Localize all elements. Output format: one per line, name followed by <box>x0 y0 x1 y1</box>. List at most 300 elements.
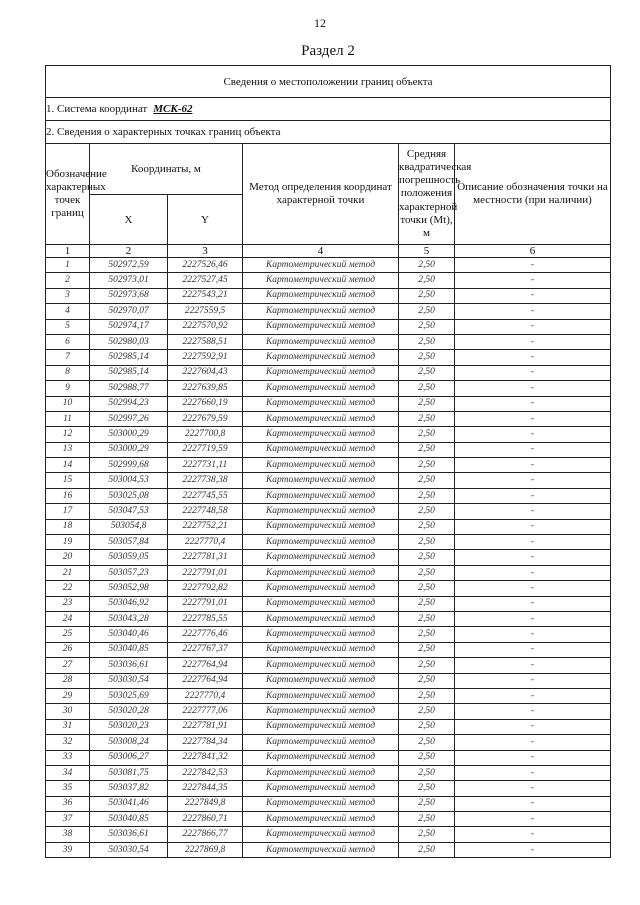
method-cell: Картометрический метод <box>243 673 399 688</box>
point-number-cell: 35 <box>46 781 90 796</box>
table-row <box>46 519 611 534</box>
method-cell: Картометрический метод <box>243 458 399 473</box>
y-coordinate-cell: 2227791,01 <box>168 596 243 611</box>
point-number-cell: 31 <box>46 719 90 734</box>
y-coordinate-cell: 2227679,59 <box>168 411 243 426</box>
point-number-cell: 22 <box>46 581 90 596</box>
point-number-cell: 15 <box>46 473 90 488</box>
method-cell: Картометрический метод <box>243 627 399 642</box>
point-number-cell: 28 <box>46 673 90 688</box>
table-row <box>46 458 611 473</box>
x-coordinate-cell: 502973,68 <box>90 288 168 303</box>
description-cell: - <box>455 596 611 611</box>
coordinate-system-value: МСК-62 <box>153 103 193 115</box>
y-coordinate-cell: 2227866,77 <box>168 827 243 842</box>
table-title: Сведения о местоположении границ объекта <box>46 66 611 98</box>
y-coordinate-cell: 2227764,94 <box>168 673 243 688</box>
y-coordinate-cell: 2227639,85 <box>168 381 243 396</box>
y-coordinate-cell: 2227570,92 <box>168 319 243 334</box>
table-row <box>46 550 611 565</box>
description-cell: - <box>455 473 611 488</box>
y-coordinate-cell: 2227764,94 <box>168 658 243 673</box>
accuracy-cell: 2,50 <box>399 519 455 534</box>
accuracy-cell: 2,50 <box>399 427 455 442</box>
method-cell: Картометрический метод <box>243 750 399 765</box>
y-coordinate-cell: 2227781,31 <box>168 550 243 565</box>
x-coordinate-cell: 502972,59 <box>90 258 168 273</box>
description-cell: - <box>455 658 611 673</box>
y-coordinate-cell: 2227767,37 <box>168 642 243 657</box>
x-coordinate-cell: 502985,14 <box>90 350 168 365</box>
table-row <box>46 427 611 442</box>
accuracy-cell: 2,50 <box>399 781 455 796</box>
point-number-cell: 11 <box>46 411 90 426</box>
x-coordinate-cell: 503052,98 <box>90 581 168 596</box>
description-cell: - <box>455 827 611 842</box>
description-cell: - <box>455 812 611 827</box>
y-coordinate-cell: 2227791,01 <box>168 565 243 580</box>
section-title: Раздел 2 <box>301 43 355 59</box>
point-number-cell: 30 <box>46 704 90 719</box>
page-number: 12 <box>314 16 326 30</box>
accuracy-cell: 2,50 <box>399 550 455 565</box>
description-cell: - <box>455 704 611 719</box>
x-coordinate-cell: 502980,03 <box>90 334 168 349</box>
accuracy-cell: 2,50 <box>399 396 455 411</box>
table-row <box>46 473 611 488</box>
method-cell: Картометрический метод <box>243 365 399 380</box>
x-coordinate-cell: 503025,08 <box>90 488 168 503</box>
description-cell: - <box>455 796 611 811</box>
accuracy-cell: 2,50 <box>399 442 455 457</box>
table-row <box>46 350 611 365</box>
x-coordinate-cell: 503040,46 <box>90 627 168 642</box>
x-coordinate-cell: 502999,68 <box>90 458 168 473</box>
method-cell: Картометрический метод <box>243 765 399 780</box>
x-coordinate-cell: 503059,05 <box>90 550 168 565</box>
y-coordinate-cell: 2227869,8 <box>168 842 243 857</box>
description-cell: - <box>455 350 611 365</box>
table-row <box>46 735 611 750</box>
point-number-cell: 14 <box>46 458 90 473</box>
y-coordinate-cell: 2227604,43 <box>168 365 243 380</box>
header-method: Метод определения координат характерной точки <box>243 144 399 245</box>
coordinate-system-cell <box>46 98 611 121</box>
x-coordinate-cell: 503025,69 <box>90 688 168 703</box>
point-number-cell: 2 <box>46 273 90 288</box>
point-number-cell: 29 <box>46 688 90 703</box>
method-cell: Картометрический метод <box>243 596 399 611</box>
y-coordinate-cell: 2227700,8 <box>168 427 243 442</box>
description-cell: - <box>455 719 611 734</box>
description-cell: - <box>455 334 611 349</box>
method-cell: Картометрический метод <box>243 504 399 519</box>
x-coordinate-cell: 503008,24 <box>90 735 168 750</box>
accuracy-cell: 2,50 <box>399 488 455 503</box>
method-cell: Картометрический метод <box>243 273 399 288</box>
table-row <box>46 381 611 396</box>
table-row <box>46 750 611 765</box>
point-number-cell: 13 <box>46 442 90 457</box>
table-row <box>46 442 611 457</box>
y-coordinate-cell: 2227781,91 <box>168 719 243 734</box>
accuracy-cell: 2,50 <box>399 765 455 780</box>
x-coordinate-cell: 503030,54 <box>90 673 168 688</box>
table-title-row <box>46 66 611 98</box>
point-number-cell: 34 <box>46 765 90 780</box>
x-coordinate-cell: 502974,17 <box>90 319 168 334</box>
y-coordinate-cell: 2227792,82 <box>168 581 243 596</box>
method-cell: Картометрический метод <box>243 719 399 734</box>
accuracy-cell: 2,50 <box>399 365 455 380</box>
column-number: 1 <box>46 245 90 258</box>
x-coordinate-cell: 503036,61 <box>90 658 168 673</box>
table-row <box>46 565 611 580</box>
accuracy-cell: 2,50 <box>399 304 455 319</box>
x-coordinate-cell: 502970,07 <box>90 304 168 319</box>
method-cell: Картометрический метод <box>243 642 399 657</box>
description-cell: - <box>455 365 611 380</box>
table-row <box>46 627 611 642</box>
method-cell: Картометрический метод <box>243 488 399 503</box>
x-coordinate-cell: 502985,14 <box>90 365 168 380</box>
table-row <box>46 812 611 827</box>
point-number-cell: 12 <box>46 427 90 442</box>
description-cell: - <box>455 488 611 503</box>
table-row <box>46 535 611 550</box>
x-coordinate-cell: 503036,61 <box>90 827 168 842</box>
accuracy-cell: 2,50 <box>399 319 455 334</box>
y-coordinate-cell: 2227559,5 <box>168 304 243 319</box>
description-cell: - <box>455 304 611 319</box>
method-cell: Картометрический метод <box>243 827 399 842</box>
x-coordinate-cell: 503057,23 <box>90 565 168 580</box>
point-number-cell: 9 <box>46 381 90 396</box>
y-coordinate-cell: 2227785,55 <box>168 611 243 626</box>
y-coordinate-cell: 2227527,45 <box>168 273 243 288</box>
y-coordinate-cell: 2227660,19 <box>168 396 243 411</box>
point-number-cell: 39 <box>46 842 90 857</box>
accuracy-cell: 2,50 <box>399 581 455 596</box>
accuracy-cell: 2,50 <box>399 688 455 703</box>
description-cell: - <box>455 442 611 457</box>
description-cell: - <box>455 688 611 703</box>
table-row <box>46 719 611 734</box>
accuracy-cell: 2,50 <box>399 642 455 657</box>
table-row <box>46 642 611 657</box>
y-coordinate-cell: 2227719,59 <box>168 442 243 457</box>
table-row <box>46 704 611 719</box>
y-coordinate-cell: 2227526,46 <box>168 258 243 273</box>
y-coordinate-cell: 2227849,8 <box>168 796 243 811</box>
y-coordinate-cell: 2227770,4 <box>168 688 243 703</box>
x-coordinate-cell: 503030,54 <box>90 842 168 857</box>
point-number-cell: 10 <box>46 396 90 411</box>
method-cell: Картометрический метод <box>243 411 399 426</box>
table-row <box>46 673 611 688</box>
header-x: X <box>90 195 168 245</box>
description-cell: - <box>455 504 611 519</box>
x-coordinate-cell: 503057,84 <box>90 535 168 550</box>
description-cell: - <box>455 319 611 334</box>
x-coordinate-cell: 503020,23 <box>90 719 168 734</box>
y-coordinate-cell: 2227748,58 <box>168 504 243 519</box>
point-number-cell: 38 <box>46 827 90 842</box>
method-cell: Картометрический метод <box>243 427 399 442</box>
table-row <box>46 504 611 519</box>
accuracy-cell: 2,50 <box>399 842 455 857</box>
method-cell: Картометрический метод <box>243 812 399 827</box>
method-cell: Картометрический метод <box>243 704 399 719</box>
y-coordinate-cell: 2227588,51 <box>168 334 243 349</box>
column-number: 5 <box>399 245 455 258</box>
x-coordinate-cell: 503040,85 <box>90 642 168 657</box>
accuracy-cell: 2,50 <box>399 704 455 719</box>
description-cell: - <box>455 396 611 411</box>
description-cell: - <box>455 411 611 426</box>
table-row <box>46 658 611 673</box>
point-number-cell: 20 <box>46 550 90 565</box>
column-number-row <box>46 245 611 258</box>
description-cell: - <box>455 781 611 796</box>
table-row <box>46 319 611 334</box>
method-cell: Картометрический метод <box>243 842 399 857</box>
accuracy-cell: 2,50 <box>399 565 455 580</box>
description-cell: - <box>455 550 611 565</box>
y-coordinate-cell: 2227844,35 <box>168 781 243 796</box>
description-cell: - <box>455 458 611 473</box>
table-row <box>46 304 611 319</box>
x-coordinate-cell: 503006,27 <box>90 750 168 765</box>
description-cell: - <box>455 842 611 857</box>
description-cell: - <box>455 535 611 550</box>
y-coordinate-cell: 2227770,4 <box>168 535 243 550</box>
accuracy-cell: 2,50 <box>399 273 455 288</box>
x-coordinate-cell: 503043,28 <box>90 611 168 626</box>
point-number-cell: 32 <box>46 735 90 750</box>
accuracy-cell: 2,50 <box>399 535 455 550</box>
accuracy-cell: 2,50 <box>399 611 455 626</box>
method-cell: Картометрический метод <box>243 550 399 565</box>
point-number-cell: 8 <box>46 365 90 380</box>
description-cell: - <box>455 735 611 750</box>
x-coordinate-cell: 503081,75 <box>90 765 168 780</box>
accuracy-cell: 2,50 <box>399 473 455 488</box>
header-y: Y <box>168 195 243 245</box>
method-cell: Картометрический метод <box>243 473 399 488</box>
table-row <box>46 611 611 626</box>
x-coordinate-cell: 502973,01 <box>90 273 168 288</box>
description-cell: - <box>455 565 611 580</box>
header-point-designation: Обозначение характерных точек границ <box>46 144 90 245</box>
point-number-cell: 19 <box>46 535 90 550</box>
method-cell: Картометрический метод <box>243 381 399 396</box>
description-cell: - <box>455 611 611 626</box>
method-cell: Картометрический метод <box>243 611 399 626</box>
description-cell: - <box>455 519 611 534</box>
method-cell: Картометрический метод <box>243 535 399 550</box>
accuracy-cell: 2,50 <box>399 458 455 473</box>
method-cell: Картометрический метод <box>243 796 399 811</box>
x-coordinate-cell: 502994,23 <box>90 396 168 411</box>
point-number-cell: 4 <box>46 304 90 319</box>
method-cell: Картометрический метод <box>243 350 399 365</box>
accuracy-cell: 2,50 <box>399 796 455 811</box>
accuracy-cell: 2,50 <box>399 381 455 396</box>
accuracy-cell: 2,50 <box>399 258 455 273</box>
header-row-1 <box>46 144 611 195</box>
method-cell: Картометрический метод <box>243 304 399 319</box>
table-row <box>46 411 611 426</box>
table-row <box>46 365 611 380</box>
accuracy-cell: 2,50 <box>399 750 455 765</box>
point-number-cell: 25 <box>46 627 90 642</box>
accuracy-cell: 2,50 <box>399 411 455 426</box>
description-cell: - <box>455 581 611 596</box>
method-cell: Картометрический метод <box>243 581 399 596</box>
method-cell: Картометрический метод <box>243 688 399 703</box>
x-coordinate-cell: 503020,28 <box>90 704 168 719</box>
table-row <box>46 488 611 503</box>
x-coordinate-cell: 503000,29 <box>90 442 168 457</box>
description-cell: - <box>455 765 611 780</box>
accuracy-cell: 2,50 <box>399 627 455 642</box>
point-number-cell: 1 <box>46 258 90 273</box>
table-row <box>46 396 611 411</box>
column-number: 6 <box>455 245 611 258</box>
point-number-cell: 16 <box>46 488 90 503</box>
x-coordinate-cell: 503037,82 <box>90 781 168 796</box>
method-cell: Картометрический метод <box>243 442 399 457</box>
point-number-cell: 27 <box>46 658 90 673</box>
point-number-cell: 36 <box>46 796 90 811</box>
column-number: 3 <box>168 245 243 258</box>
x-coordinate-cell: 503040,85 <box>90 812 168 827</box>
table-row <box>46 596 611 611</box>
y-coordinate-cell: 2227745,55 <box>168 488 243 503</box>
description-cell: - <box>455 642 611 657</box>
table-row <box>46 688 611 703</box>
table-row <box>46 842 611 857</box>
method-cell: Картометрический метод <box>243 258 399 273</box>
y-coordinate-cell: 2227592,91 <box>168 350 243 365</box>
description-cell: - <box>455 258 611 273</box>
accuracy-cell: 2,50 <box>399 673 455 688</box>
header-coordinates: Координаты, м <box>90 144 243 195</box>
description-cell: - <box>455 381 611 396</box>
point-number-cell: 5 <box>46 319 90 334</box>
y-coordinate-cell: 2227738,38 <box>168 473 243 488</box>
method-cell: Картометрический метод <box>243 334 399 349</box>
description-cell: - <box>455 427 611 442</box>
x-coordinate-cell: 502997,26 <box>90 411 168 426</box>
table-row <box>46 273 611 288</box>
x-coordinate-cell: 503054,8 <box>90 519 168 534</box>
column-number: 4 <box>243 245 399 258</box>
x-coordinate-cell: 503041,46 <box>90 796 168 811</box>
method-cell: Картометрический метод <box>243 519 399 534</box>
accuracy-cell: 2,50 <box>399 735 455 750</box>
y-coordinate-cell: 2227731,11 <box>168 458 243 473</box>
point-number-cell: 26 <box>46 642 90 657</box>
y-coordinate-cell: 2227841,32 <box>168 750 243 765</box>
accuracy-cell: 2,50 <box>399 350 455 365</box>
description-cell: - <box>455 288 611 303</box>
points-section-row <box>46 121 611 144</box>
table-row <box>46 288 611 303</box>
y-coordinate-cell: 2227777,06 <box>168 704 243 719</box>
points-table-body <box>46 258 611 858</box>
table-row <box>46 258 611 273</box>
y-coordinate-cell: 2227543,21 <box>168 288 243 303</box>
y-coordinate-cell: 2227842,53 <box>168 765 243 780</box>
description-cell: - <box>455 750 611 765</box>
column-number: 2 <box>90 245 168 258</box>
point-number-cell: 24 <box>46 611 90 626</box>
table-row <box>46 781 611 796</box>
point-number-cell: 18 <box>46 519 90 534</box>
coordinate-system-row <box>46 98 611 121</box>
points-section-label: 2. Сведения о характерных точках границ объекта <box>46 121 611 144</box>
accuracy-cell: 2,50 <box>399 596 455 611</box>
description-cell: - <box>455 273 611 288</box>
accuracy-cell: 2,50 <box>399 658 455 673</box>
method-cell: Картометрический метод <box>243 288 399 303</box>
table-row <box>46 765 611 780</box>
point-number-cell: 6 <box>46 334 90 349</box>
point-number-cell: 17 <box>46 504 90 519</box>
method-cell: Картометрический метод <box>243 319 399 334</box>
x-coordinate-cell: 503000,29 <box>90 427 168 442</box>
x-coordinate-cell: 503047,53 <box>90 504 168 519</box>
table-row <box>46 334 611 349</box>
method-cell: Картометрический метод <box>243 735 399 750</box>
accuracy-cell: 2,50 <box>399 827 455 842</box>
table-row <box>46 827 611 842</box>
x-coordinate-cell: 502988,77 <box>90 381 168 396</box>
y-coordinate-cell: 2227776,46 <box>168 627 243 642</box>
point-number-cell: 21 <box>46 565 90 580</box>
point-number-cell: 7 <box>46 350 90 365</box>
x-coordinate-cell: 503004,53 <box>90 473 168 488</box>
method-cell: Картометрический метод <box>243 781 399 796</box>
method-cell: Картометрический метод <box>243 658 399 673</box>
description-cell: - <box>455 627 611 642</box>
header-description: Описание обозначения точки на местности (при наличии) <box>455 144 611 245</box>
table-row <box>46 796 611 811</box>
accuracy-cell: 2,50 <box>399 334 455 349</box>
point-number-cell: 33 <box>46 750 90 765</box>
accuracy-cell: 2,50 <box>399 812 455 827</box>
method-cell: Картометрический метод <box>243 396 399 411</box>
point-number-cell: 23 <box>46 596 90 611</box>
y-coordinate-cell: 2227752,21 <box>168 519 243 534</box>
accuracy-cell: 2,50 <box>399 288 455 303</box>
header-accuracy: Средняя квадратическая погрешность положения характерной точки (Mt), м <box>399 144 455 245</box>
y-coordinate-cell: 2227860,71 <box>168 812 243 827</box>
accuracy-cell: 2,50 <box>399 504 455 519</box>
x-coordinate-cell: 503046,92 <box>90 596 168 611</box>
method-cell: Картометрический метод <box>243 565 399 580</box>
point-number-cell: 37 <box>46 812 90 827</box>
boundary-table <box>45 65 611 858</box>
point-number-cell: 3 <box>46 288 90 303</box>
coordinate-system-label: 1. Система координат <box>46 103 148 115</box>
table-row <box>46 581 611 596</box>
accuracy-cell: 2,50 <box>399 719 455 734</box>
y-coordinate-cell: 2227784,34 <box>168 735 243 750</box>
description-cell: - <box>455 673 611 688</box>
